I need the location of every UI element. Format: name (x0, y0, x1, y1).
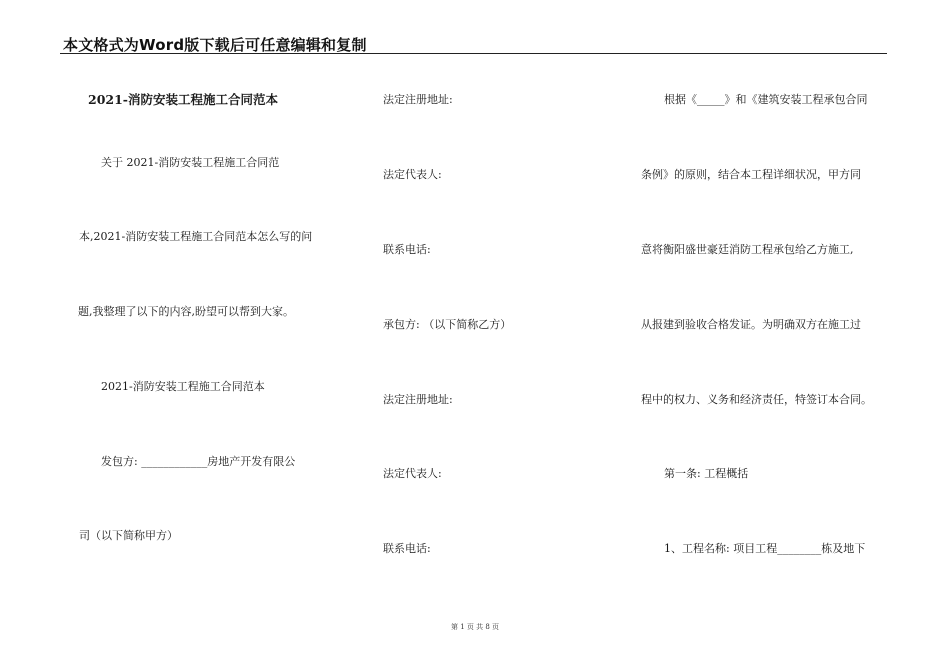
header-divider (60, 53, 887, 54)
page-number: 第 1 页 共 8 页 (450, 623, 500, 631)
field-label: 法定注册地址: (383, 93, 453, 106)
paragraph-line: 程中的权力、义务和经济责任，特签订本合同。 (641, 393, 872, 406)
field-label: 承包方: （以下简称乙方） (383, 318, 512, 331)
paragraph-line: 题,我整理了以下的内容,盼望可以帮到大家。 (78, 305, 294, 318)
field-label: 法定代表人: (383, 168, 442, 181)
paragraph-line: 关于 2021-消防安装工程施工合同范 (101, 156, 280, 169)
field-label: 法定注册地址: (383, 393, 453, 406)
document-title: 2021-消防安装工程施工合同范本 (88, 92, 278, 107)
paragraph-line: 本,2021-消防安装工程施工合同范本怎么写的问 (79, 230, 313, 243)
paragraph-line: 从报建到验收合格发证。为明确双方在施工过 (641, 318, 861, 331)
field-label: 联系电话: (383, 243, 431, 256)
paragraph-line: 1、工程名称: 项目工程________栋及地下 (664, 542, 866, 555)
paragraph-line: 2021-消防安装工程施工合同范本 (101, 380, 265, 393)
paragraph-line: 意将衡阳盛世豪廷消防工程承包给乙方施工, (641, 243, 854, 256)
paragraph-line: 根据《_____》和《建筑安装工程承包合同 (664, 93, 868, 106)
paragraph-line: 发包方: ____________房地产开发有限公 (101, 455, 296, 468)
section-heading: 第一条: 工程概括 (664, 467, 749, 480)
field-label: 联系电话: (383, 542, 431, 555)
header-title: 本文格式为Word版下载后可任意编辑和复制 (63, 36, 367, 54)
field-label: 法定代表人: (383, 467, 442, 480)
paragraph-line: 司（以下简称甲方） (79, 529, 178, 542)
paragraph-line: 条例》的原则，结合本工程详细状况，甲方同 (641, 168, 861, 181)
